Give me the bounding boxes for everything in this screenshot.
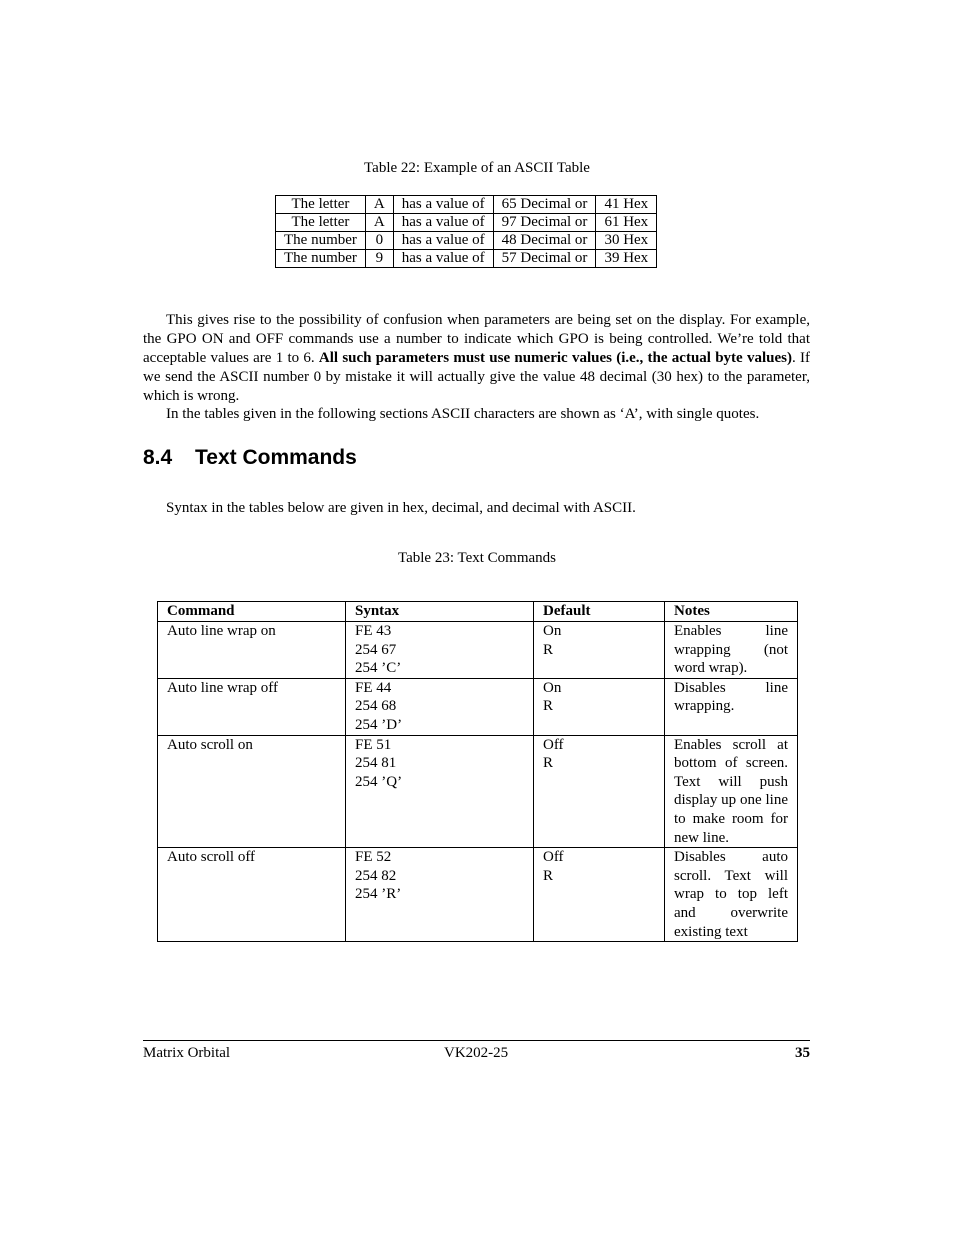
default-flag: R (543, 641, 554, 658)
table-cell: has a value of (393, 214, 493, 232)
default-cell (534, 735, 665, 848)
table-row (276, 232, 657, 250)
syntax-cell (346, 622, 534, 679)
footer-divider (143, 1040, 810, 1041)
table-cell: has a value of (393, 196, 493, 214)
table-row (158, 735, 798, 848)
paragraph-text: . If we send the ASCII number 0 by mistake it will actually give the value 48 decimal (30 hex) to the parameter, which is wrong. (143, 350, 810, 404)
bold-emphasis: All such parameters must use numeric values (i.e., the actual byte values) (318, 350, 792, 366)
section-number: 8.4 (143, 446, 173, 469)
syntax-cell (346, 848, 534, 942)
table-row (276, 250, 657, 268)
notes-cell: Enables line wrapping (not word wrap). (665, 622, 798, 679)
table-row (158, 678, 798, 735)
table-23-caption: Table 23: Text Commands (397, 550, 557, 566)
section-title: Text Commands (195, 446, 357, 469)
syntax-hex: FE 43 (355, 623, 392, 639)
column-header: Syntax (346, 602, 534, 622)
body-paragraph: In the tables given in the following sections ASCII characters are shown as ‘A’, with single quotes. (166, 406, 760, 422)
table-row (276, 214, 657, 232)
column-header: Notes (665, 602, 798, 622)
page-number: 35 (795, 1045, 810, 1061)
table-22-caption: Table 22: Example of an ASCII Table (364, 160, 590, 176)
table-cell: 61 Hex (596, 214, 657, 232)
syntax-hex: FE 52 (355, 849, 392, 866)
syntax-decimal: 254 67 (355, 641, 397, 658)
notes-cell: Disables line wrapping. (665, 678, 798, 735)
default-flag: R (543, 867, 554, 884)
column-header: Command (158, 602, 346, 622)
notes-cell: Disables auto scroll. Text will wrap to top left and overwrite existing text (665, 848, 798, 942)
body-paragraph (143, 311, 810, 406)
table-cell: has a value of (393, 232, 493, 250)
table-cell: has a value of (393, 250, 493, 268)
table-row (276, 196, 657, 214)
column-header: Default (534, 602, 665, 622)
syntax-hex: FE 51 (355, 736, 392, 753)
command-cell: Auto line wrap on (158, 622, 346, 679)
table-cell: The number (276, 232, 366, 250)
syntax-ascii: 254 ’Q’ (355, 773, 403, 790)
table-cell: The letter (276, 196, 366, 214)
syntax-cell (346, 735, 534, 848)
table-cell: 9 (365, 250, 393, 268)
syntax-decimal: 254 82 (355, 867, 397, 884)
table-cell: 0 (365, 232, 393, 250)
syntax-decimal: 254 81 (355, 755, 397, 772)
default-cell (534, 848, 665, 942)
table-cell: The number (276, 250, 366, 268)
table-cell: 30 Hex (596, 232, 657, 250)
syntax-note: Syntax in the tables below are given in hex, decimal, and decimal with ASCII. (166, 500, 636, 516)
syntax-cell (346, 678, 534, 735)
command-cell: Auto scroll off (158, 848, 346, 942)
table-cell: 65 Decimal or (493, 196, 596, 214)
default-flag: R (543, 698, 554, 715)
default-cell (534, 678, 665, 735)
default-cell (534, 622, 665, 679)
default-value: On (543, 679, 562, 696)
command-cell: Auto scroll on (158, 735, 346, 848)
default-flag: R (543, 755, 554, 772)
footer-company: Matrix Orbital (143, 1045, 231, 1061)
command-cell: Auto line wrap off (158, 678, 346, 735)
default-value: Off (543, 849, 564, 866)
syntax-hex: FE 44 (355, 679, 392, 696)
table-cell: 97 Decimal or (493, 214, 596, 232)
table-row (158, 848, 798, 942)
text-commands-table (157, 601, 798, 942)
default-value: Off (543, 736, 564, 753)
syntax-ascii: 254 ’D’ (355, 716, 403, 733)
section-heading (143, 446, 357, 470)
syntax-decimal: 254 68 (355, 698, 397, 715)
table-header-row (158, 602, 798, 622)
syntax-ascii: 254 ’C’ (355, 660, 402, 677)
ascii-example-table (275, 195, 657, 268)
table-row (158, 622, 798, 679)
paragraph-text: This gives rise to the possibility of confusion when parameters are being set on the display. For example, the GPO ON and OFF commands use a number to indicate which GPO is being controlled. We’re told that acceptable values are 1 to 6. (143, 312, 810, 366)
table-cell: 41 Hex (596, 196, 657, 214)
syntax-ascii: 254 ’R’ (355, 886, 402, 903)
table-cell: A (365, 196, 393, 214)
table-cell: A (365, 214, 393, 232)
default-value: On (543, 623, 562, 639)
table-cell: 48 Decimal or (493, 232, 596, 250)
footer-model: VK202-25 (444, 1045, 509, 1061)
table-cell: 39 Hex (596, 250, 657, 268)
table-cell: The letter (276, 214, 366, 232)
notes-cell: Enables scroll at bottom of screen. Text will push display up one line to make room for new line. (665, 735, 798, 848)
table-cell: 57 Decimal or (493, 250, 596, 268)
